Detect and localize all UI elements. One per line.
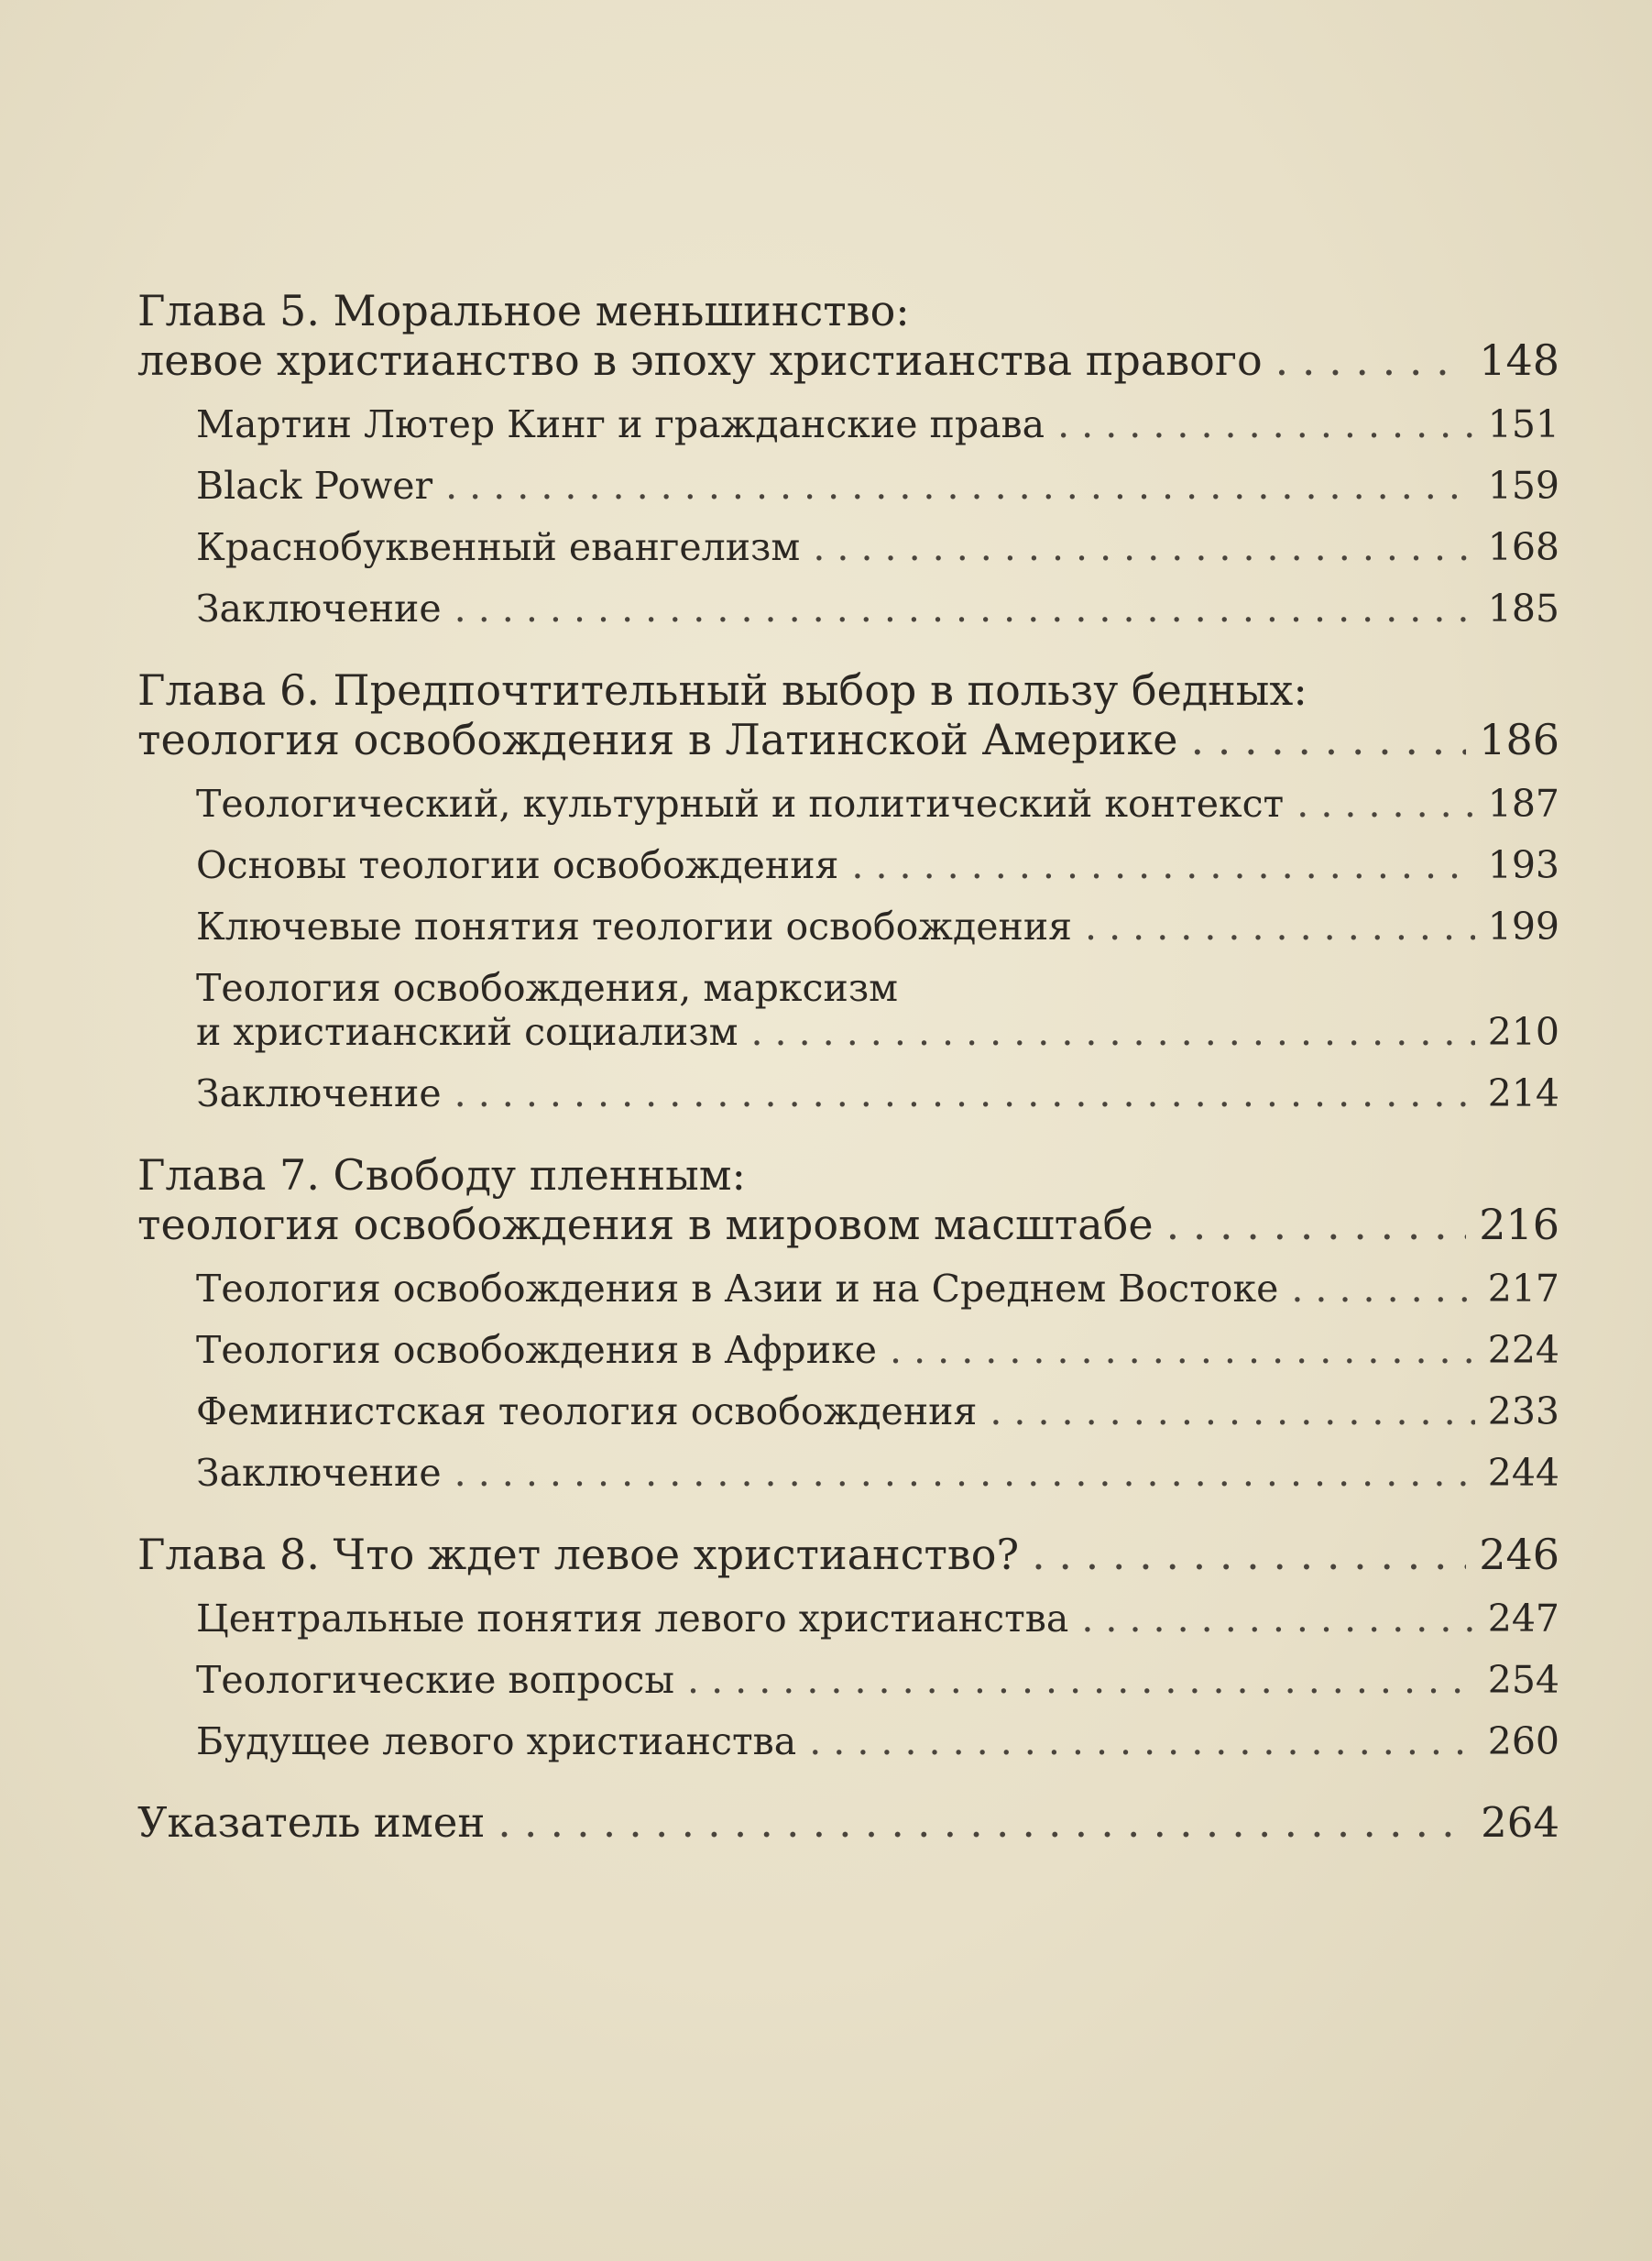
chapter-heading xyxy=(137,1530,1559,1579)
leader-dots xyxy=(1291,1267,1474,1311)
chapter-title-line1: Глава 6. Предпочтительный выбор в пользу бедных: xyxy=(137,665,1307,715)
chapter-6 xyxy=(137,665,1559,1115)
section-entry xyxy=(137,587,1559,631)
leader-dots xyxy=(454,587,1475,631)
section-title-row xyxy=(196,1010,1559,1054)
leader-dots xyxy=(454,1071,1475,1115)
leader-dots xyxy=(1275,335,1467,385)
section-entry xyxy=(137,1719,1559,1763)
section-entry xyxy=(137,1597,1559,1641)
chapter-heading xyxy=(137,1150,1559,1249)
chapter-title-row xyxy=(137,1200,1559,1249)
page-number: 187 xyxy=(1487,782,1559,826)
section-entry xyxy=(137,843,1559,887)
section-entry xyxy=(137,782,1559,826)
section-title-line2: и христианский социализм xyxy=(196,1010,738,1054)
section-title: Теологические вопросы xyxy=(196,1658,675,1702)
section-entry xyxy=(137,1071,1559,1115)
section-entry xyxy=(137,1328,1559,1372)
leader-dots xyxy=(1190,715,1466,764)
page-number: 260 xyxy=(1487,1719,1559,1763)
section-entry xyxy=(137,1658,1559,1702)
section-entry-multiline xyxy=(137,966,1559,1054)
page-number: 193 xyxy=(1487,843,1559,887)
chapter-7 xyxy=(137,1150,1559,1495)
section-title: Заключение xyxy=(196,1071,442,1115)
leader-dots xyxy=(687,1658,1475,1702)
section-title: Заключение xyxy=(196,1451,442,1495)
section-title: Заключение xyxy=(196,587,442,631)
page-number: 199 xyxy=(1487,905,1559,949)
chapter-title-row xyxy=(137,715,1559,764)
section-title: Основы теологии освобождения xyxy=(196,843,839,887)
page-number: 186 xyxy=(1479,715,1559,764)
table-of-contents xyxy=(137,286,1559,1848)
section-title: Теология освобождения в Азии и на Среднем Востоке xyxy=(196,1267,1279,1311)
chapter-title-line2: теология освобождения в мировом масштабе xyxy=(137,1200,1154,1249)
leader-dots xyxy=(890,1328,1475,1372)
leader-dots xyxy=(1057,402,1475,446)
chapter-heading xyxy=(137,665,1559,764)
section-entry xyxy=(137,525,1559,569)
chapter-8 xyxy=(137,1530,1559,1763)
page-number: 216 xyxy=(1479,1200,1559,1249)
page-number: 210 xyxy=(1487,1010,1559,1054)
section-entry xyxy=(137,1267,1559,1311)
leader-dots xyxy=(1166,1200,1467,1249)
section-title: Феминистская теология освобождения xyxy=(196,1389,978,1433)
chapter-title-line2: левое христианство в эпоху христианства правого xyxy=(137,335,1263,385)
leader-dots xyxy=(1081,1597,1474,1641)
section-title: Теология освобождения в Африке xyxy=(196,1328,878,1372)
page-number: 148 xyxy=(1479,335,1559,385)
leader-dots xyxy=(1032,1530,1466,1579)
section-title: Мартин Лютер Кинг и гражданские права xyxy=(196,402,1045,446)
leader-dots xyxy=(1296,782,1474,826)
page-number: 168 xyxy=(1487,525,1559,569)
chapter-title-row xyxy=(137,1530,1559,1579)
page-number: 159 xyxy=(1487,464,1559,508)
section-entry xyxy=(137,402,1559,446)
leader-dots xyxy=(813,525,1474,569)
section-title: Центральные понятия левого христианства xyxy=(196,1597,1069,1641)
page-number: 185 xyxy=(1487,587,1559,631)
leader-dots xyxy=(454,1451,1475,1495)
section-entry xyxy=(137,1451,1559,1495)
page-number: 244 xyxy=(1487,1451,1559,1495)
chapter-title-line1: Глава 5. Моральное меньшинство: xyxy=(137,286,910,335)
section-title-line1: Теология освобождения, марксизм xyxy=(196,966,899,1010)
section-title: Теологический, культурный и политический контекст xyxy=(196,782,1285,826)
leader-dots xyxy=(851,843,1474,887)
leader-dots xyxy=(750,1010,1474,1054)
index-title: Указатель имен xyxy=(137,1798,486,1847)
section-title: Краснобуквенный евангелизм xyxy=(196,525,801,569)
chapter-title: Глава 8. Что ждет левое христианство? xyxy=(137,1530,1020,1579)
page-number: 264 xyxy=(1481,1798,1559,1847)
page-number: 217 xyxy=(1487,1267,1559,1311)
page-number: 254 xyxy=(1487,1658,1559,1702)
section-title: Black Power xyxy=(196,464,433,508)
leader-dots xyxy=(1085,905,1475,949)
section-entry xyxy=(137,464,1559,508)
section-title: Будущее левого христианства xyxy=(196,1719,797,1763)
page-number: 247 xyxy=(1487,1597,1559,1641)
chapter-5 xyxy=(137,286,1559,631)
page-number: 246 xyxy=(1479,1530,1559,1579)
page-number: 224 xyxy=(1487,1328,1559,1372)
index-entry xyxy=(137,1798,1559,1848)
page-number: 233 xyxy=(1487,1389,1559,1433)
leader-dots xyxy=(498,1798,1468,1848)
leader-dots xyxy=(990,1389,1474,1433)
leader-dots xyxy=(809,1719,1475,1763)
section-title: Ключевые понятия теологии освобождения xyxy=(196,905,1073,949)
section-entry xyxy=(137,1389,1559,1433)
page-number: 151 xyxy=(1487,402,1559,446)
chapter-title-row xyxy=(137,335,1559,385)
chapter-heading xyxy=(137,286,1559,385)
leader-dots xyxy=(445,464,1475,508)
chapter-title-line1: Глава 7. Свободу пленным: xyxy=(137,1150,747,1200)
page-number: 214 xyxy=(1487,1071,1559,1115)
chapter-title-line2: теология освобождения в Латинской Америке xyxy=(137,715,1178,764)
section-entry xyxy=(137,905,1559,949)
